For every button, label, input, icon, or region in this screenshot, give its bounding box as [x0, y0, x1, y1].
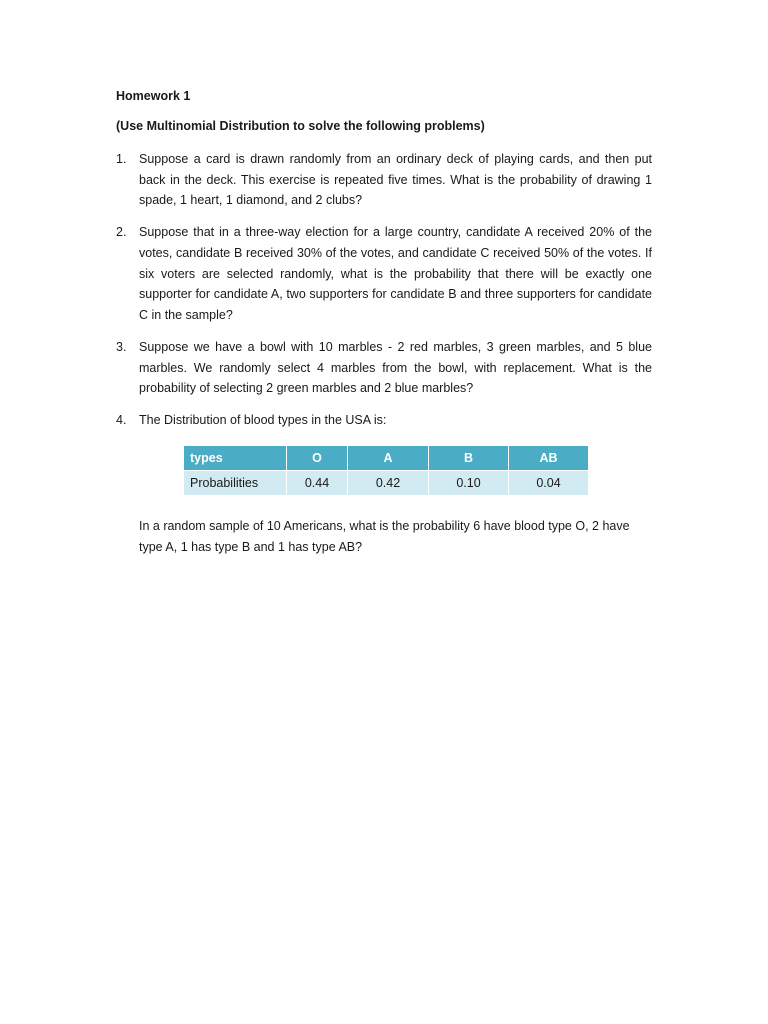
table-header-cell: AB	[509, 446, 589, 471]
table-cell: 0.10	[429, 471, 509, 496]
table-row	[184, 471, 589, 496]
table-cell: 0.42	[348, 471, 429, 496]
problem-item-1	[116, 149, 652, 211]
page-subtitle: (Use Multinomial Distribution to solve the following problems)	[116, 119, 485, 133]
problem-number: 1.	[116, 152, 127, 166]
problem-item-2	[116, 222, 652, 325]
problem-text: Suppose that in a three-way election for a large country, candidate A received 20% of the votes, candidate B received 30% of the votes, and candidate C received 50% of the votes. If six voters are selected randomly, what is the probability that there will be exactly one supporter for candidate A, two supporters for candidate B and three supporters for candidate C in the sample?	[139, 225, 652, 322]
problem-number: 3.	[116, 339, 127, 354]
table-cell: Probabilities	[184, 471, 287, 496]
table-header-cell: O	[287, 446, 348, 471]
problem-text: Suppose we have a bowl with 10 marbles - 2 red marbles, 3 green marbles, and 5 blue marbles. We randomly select 4 marbles from the bowl, with replacement. What is the probability of selecting 2 green marbles and 2 blue marbles?	[139, 339, 652, 396]
page-title: Homework 1	[116, 89, 191, 103]
table-header-cell: A	[348, 446, 429, 471]
table-header-cell: types	[184, 446, 287, 471]
problem-list	[116, 149, 652, 443]
problem-number: 2.	[116, 225, 127, 240]
problem-text: The Distribution of blood types in the USA is:	[139, 413, 387, 428]
problem-text: Suppose a card is drawn randomly from an ordinary deck of playing cards, and then put back in the deck. This exercise is repeated five times. What is the probability of drawing 1 spade, 1 heart, 1 diamond, and 2 clubs?	[139, 152, 652, 208]
table-header-row	[184, 446, 589, 471]
problem-item-3	[116, 337, 652, 399]
table-cell: 0.04	[509, 471, 589, 496]
problem-number: 4.	[116, 413, 127, 428]
table-cell: 0.44	[287, 471, 348, 496]
blood-type-table	[184, 446, 589, 495]
followup-question: In a random sample of 10 Americans, what is the probability 6 have blood type O, 2 have type A, 1 has type B and 1 has type AB?	[139, 519, 630, 554]
problem-item-4	[116, 410, 652, 431]
table-header-cell: B	[429, 446, 509, 471]
